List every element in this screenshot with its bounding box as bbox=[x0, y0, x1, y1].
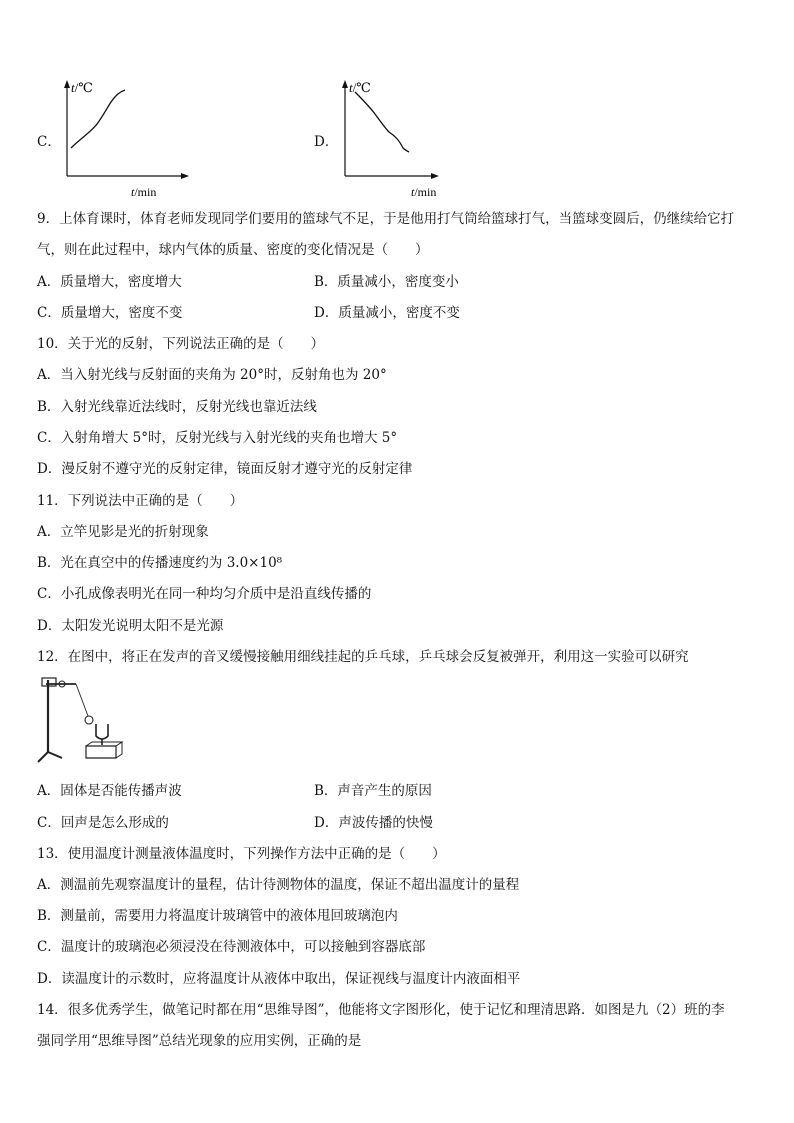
q14-stem-line2: 强同学用“思维导图”总结光现象的应用实例，正确的是 bbox=[37, 1033, 362, 1049]
stand-base bbox=[38, 752, 62, 762]
q9-option-d: D．质量减小，密度不变 bbox=[314, 305, 460, 321]
graph-d-x-arrow bbox=[431, 173, 439, 179]
graph-d bbox=[333, 78, 473, 200]
tuning-fork bbox=[96, 724, 108, 739]
q12-option-a: A．固体是否能传播声波 bbox=[37, 783, 182, 799]
q10-stem: 10．关于光的反射，下列说法正确的是（ ） bbox=[37, 336, 325, 352]
q9-option-a: A．质量增大，密度增大 bbox=[37, 274, 182, 290]
q13-option-c: C．温度计的玻璃泡必须浸没在待测液体中，可以接触到容器底部 bbox=[37, 939, 426, 955]
q10-option-d: D．漫反射不遵守光的反射定律，镜面反射才遵守光的反射定律 bbox=[37, 461, 413, 477]
q13-option-a: A．测温前先观察温度计的量程，估计待测物体的温度，保证不超出温度计的量程 bbox=[37, 877, 520, 893]
q13-option-d: D．读温度计的示数时，应将温度计从液体中取出，保证视线与温度计内液面相平 bbox=[37, 971, 521, 987]
q11-option-c: C．小孔成像表明光在同一种均匀介质中是沿直线传播的 bbox=[37, 586, 372, 602]
option-d-label: D． bbox=[314, 134, 339, 150]
q12-option-d: D．声波传播的快慢 bbox=[314, 815, 433, 831]
graph-c-y-label: t/℃ bbox=[71, 80, 93, 95]
graph-c-curve bbox=[71, 90, 125, 148]
q13-option-b: B．测量前，需要用力将温度计玻璃管中的液体甩回玻璃泡内 bbox=[37, 908, 398, 924]
q12-stem: 12．在图中，将正在发声的音叉缓慢接触用细线挂起的乒乓球，乒乓球会反复被弹开，利用这一实验可以研究 bbox=[37, 649, 689, 665]
q12-option-b: B．声音产生的原因 bbox=[314, 783, 432, 799]
q9-stem-line2: 气，则在此过程中，球内气体的质量、密度的变化情况是（ ） bbox=[37, 242, 429, 258]
q9-option-c: C．质量增大，密度不变 bbox=[37, 305, 183, 321]
q13-stem: 13．使用温度计测量液体温度时，下列操作方法中正确的是（ ） bbox=[37, 846, 446, 862]
graph-d-x-label: t/min bbox=[411, 185, 437, 199]
graph-c-x-arrow bbox=[181, 173, 189, 179]
graph-d-y-arrow bbox=[342, 80, 348, 88]
q10-option-c: C．入射角增大 5°时，反射光线与入射光线的夹角也增大 5° bbox=[37, 430, 398, 446]
q9-stem-line1: 9．上体育课时，体育老师发现同学们要用的篮球气不足，于是他用打气筒给篮球打气，当篮球变圆后，仍继续给它打 bbox=[37, 211, 735, 227]
q10-option-a: A．当入射光线与反射面的夹角为 20°时，反射角也为 20° bbox=[37, 367, 387, 383]
resonance-box bbox=[86, 746, 116, 758]
thread bbox=[76, 684, 88, 716]
q11-option-d: D．太阳发光说明太阳不是光源 bbox=[37, 618, 224, 634]
tuning-fork-apparatus-figure bbox=[36, 672, 126, 768]
ping-pong-ball bbox=[85, 716, 93, 724]
q10-option-b: B．入射光线靠近法线时，反射光线也靠近法线 bbox=[37, 399, 317, 415]
graph-c-y-arrow bbox=[64, 80, 70, 88]
option-c-label: C． bbox=[37, 134, 61, 150]
q14-stem-line1: 14．很多优秀学生，做笔记时都在用“思维导图”，他能将文字图形化，使于记忆和理清思路．如图是九（2）班的李 bbox=[37, 1002, 725, 1018]
q11-stem: 11．下列说法中正确的是（ ） bbox=[37, 493, 244, 509]
graph-d-y-label: t/℃ bbox=[349, 80, 371, 95]
graph-c bbox=[55, 78, 195, 200]
q12-option-c: C．回声是怎么形成的 bbox=[37, 815, 169, 831]
graph-c-x-label: t/min bbox=[131, 185, 157, 199]
q11-option-a: A．立竿见影是光的折射现象 bbox=[37, 524, 209, 540]
q11-option-b: B．光在真空中的传播速度约为 3.0×10⁸ bbox=[37, 555, 283, 571]
graph-d-curve bbox=[355, 92, 409, 152]
q9-option-b: B．质量减小，密度变小 bbox=[314, 274, 459, 290]
